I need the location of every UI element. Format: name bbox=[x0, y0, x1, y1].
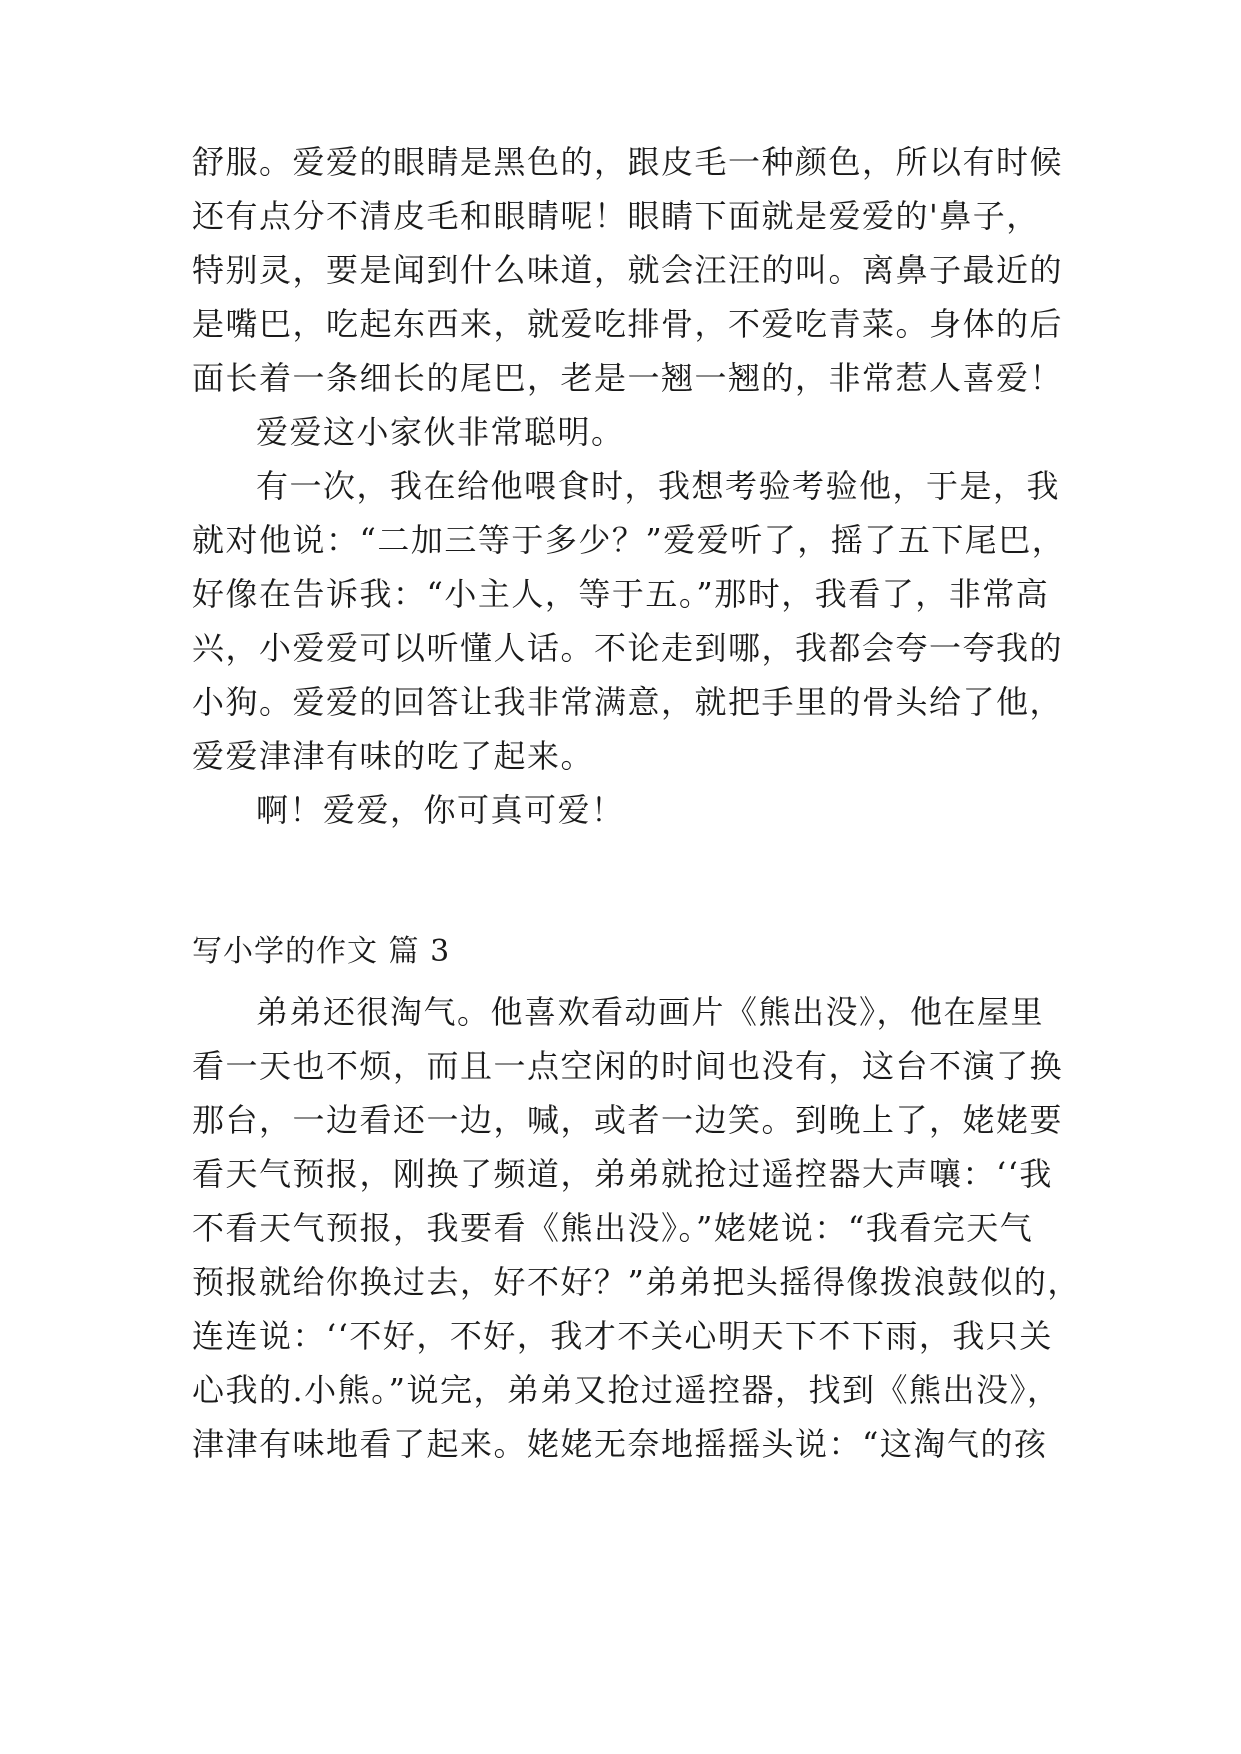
text-line: 是嘴巴，吃起东西来，就爱吃排骨，不爱吃青菜。身体的后 bbox=[192, 305, 1064, 343]
text-line: 舒服。爱爱的眼睛是黑色的，跟皮毛一种颜色，所以有时候 bbox=[192, 143, 1064, 181]
text-line: 兴，小爱爱可以听懂人话。不论走到哪，我都会夸一夸我的 bbox=[192, 629, 1064, 667]
text-line: 面长着一条细长的尾巴，老是一翘一翘的，非常惹人喜爱！ bbox=[192, 359, 1064, 397]
section-heading: 写小学的作文 篇 3 bbox=[192, 934, 451, 969]
text-line: 啊！爱爱，你可真可爱！ bbox=[256, 791, 625, 829]
text-line: 好像在告诉我：“小主人，等于五。”那时，我看了，非常高 bbox=[192, 575, 1050, 613]
text-line: 就对他说：“二加三等于多少？”爱爱听了，摇了五下尾巴， bbox=[192, 521, 1066, 559]
text-line: 看天气预报，刚换了频道，弟弟就抢过遥控器大声嚷：‘‘我 bbox=[192, 1155, 1053, 1193]
text-line: 预报就给你换过去，好不好？”弟弟把头摇得像拨浪鼓似的， bbox=[192, 1263, 1081, 1301]
text-line: 有一次，我在给他喂食时，我想考验考验他，于是，我 bbox=[256, 467, 1061, 505]
text-line: 不看天气预报，我要看《熊出没》。”姥姥说：“我看完天气 bbox=[192, 1209, 1034, 1247]
text-line: 连连说：‘‘不好，不好，我才不关心明天下不下雨，我只关 bbox=[192, 1317, 1053, 1355]
text-line: 爱爱这小家伙非常聪明。 bbox=[256, 413, 625, 451]
text-line: 看一天也不烦，而且一点空闲的时间也没有，这台不演了换 bbox=[192, 1047, 1064, 1085]
text-line: 津津有味地看了起来。姥姥无奈地摇摇头说：“这淘气的孩 bbox=[192, 1425, 1048, 1463]
text-line: 爱爱津津有味的吃了起来。 bbox=[192, 737, 595, 775]
text-line: 还有点分不清皮毛和眼睛呢！眼睛下面就是爱爱的'鼻子， bbox=[192, 197, 1040, 235]
text-line: 那台，一边看还一边，喊，或者一边笑。到晚上了，姥姥要 bbox=[192, 1101, 1064, 1139]
text-line: 特别灵，要是闻到什么味道，就会汪汪的叫。离鼻子最近的 bbox=[192, 251, 1064, 289]
text-line: 弟弟还很淘气。他喜欢看动画片《熊出没》，他在屋里 bbox=[256, 993, 1045, 1031]
text-line: 小狗。爱爱的回答让我非常满意，就把手里的骨头给了他， bbox=[192, 683, 1064, 721]
text-line: 心我的.小熊。”说完，弟弟又抢过遥控器，找到《熊出没》， bbox=[192, 1371, 1061, 1409]
